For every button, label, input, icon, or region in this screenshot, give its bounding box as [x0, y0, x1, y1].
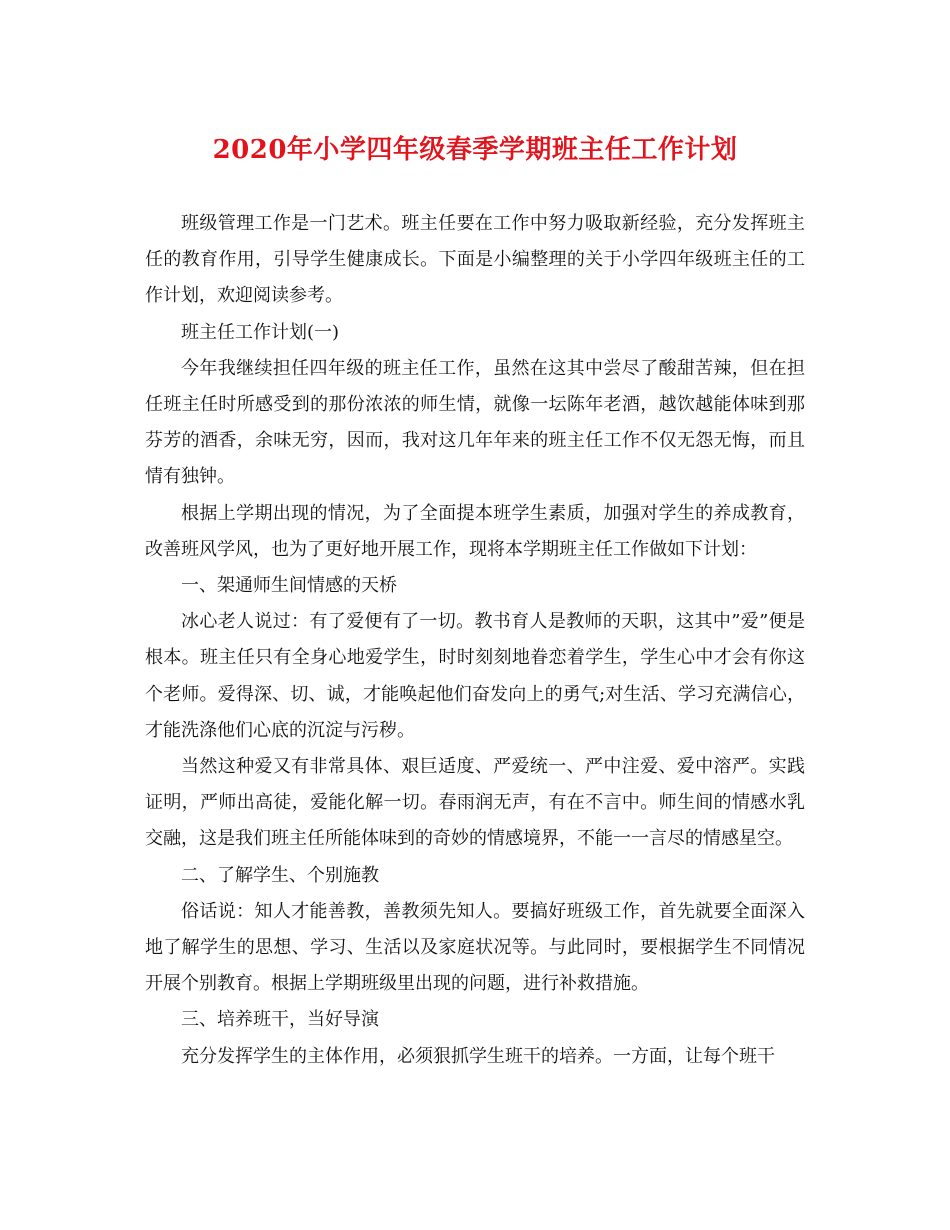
paragraph: 充分发挥学生的主体作用，必须狠抓学生班干的培养。一方面，让每个班干	[181, 1045, 775, 1067]
paragraph: 冰心老人说过：有了爱便有了一切。教书育人是教师的天职，这其中”爱”便是根本。班主任只有全身心地爱学生，时时刻刻地眷恋着学生，学生心中才会有你这个老师。爱得深、切、诚，才能唤起他们奋发向上的勇气;对生活、学习充满信心，才能洗涤他们心底的沉淀与污秽。	[145, 611, 805, 741]
section-heading-2: 二、了解学生、个别施教	[181, 864, 379, 886]
paragraph: 今年我继续担任四年级的班主任工作，虽然在这其中尝尽了酸甜苦辣，但在担任班主任时所感受到的那份浓浓的师生情，就像一坛陈年老酒，越饮越能体味到那芬芳的酒香，余味无穷，因而，我对这几年年来的班主任工作不仅无怨无悔，而且情有独钟。	[145, 357, 805, 488]
paragraph: 当然这种爱又有非常具体、艰巨适度、严爱统一、严中注爱、爱中溶严。实践证明，严师出高徒，爱能化解一切。春雨润无声，有在不言中。师生间的情感水乳交融，这是我们班主任所能体味到的奇妙的情感境界，不能一一言尽的情感星空。	[145, 756, 805, 850]
paragraph-intro: 班级管理工作是一门艺术。班主任要在工作中努力吸取新经验，充分发挥班主任的教育作用，引导学生健康成长。下面是小编整理的关于小学四年级班主任的工作计划，欢迎阅读参考。	[145, 213, 805, 307]
document-body	[145, 206, 805, 1075]
paragraph: 根据上学期出现的情况，为了全面提本班学生素质，加强对学生的养成教育，改善班风学风，也为了更好地开展工作，现将本学期班主任工作做如下计划：	[145, 502, 805, 560]
paragraph: 俗话说：知人才能善教，善教须先知人。要搞好班级工作，首先就要全面深入地了解学生的思想、学习、生活以及家庭状况等。与此同时，要根据学生不同情况开展个别教育。根据上学期班级里出现的问题，进行补救措施。	[145, 900, 805, 995]
section-heading-1: 一、架通师生间情感的天桥	[181, 575, 397, 597]
section-heading-3: 三、培养班干，当好导演	[181, 1009, 379, 1031]
section-heading-plan-one: 班主任工作计划(一)	[181, 321, 340, 343]
document-title: 2020年小学四年级春季学期班主任工作计划	[212, 135, 738, 165]
